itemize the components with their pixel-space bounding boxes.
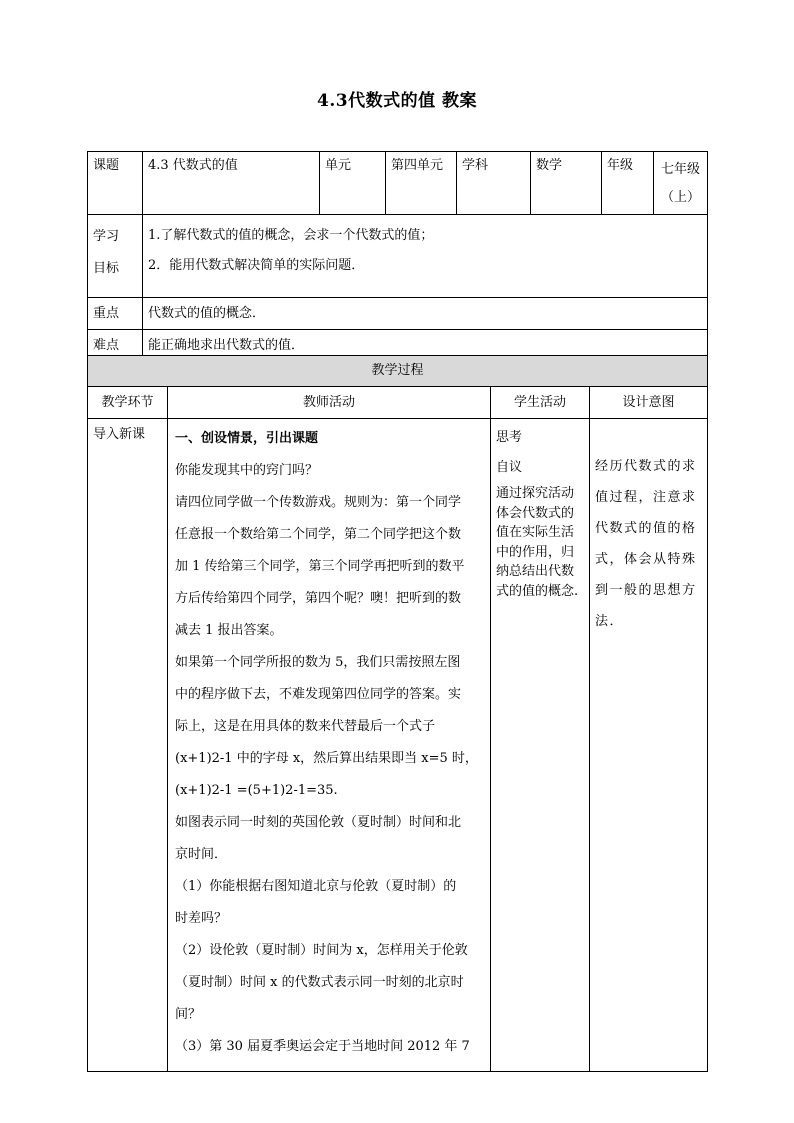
- design-line: 到一般的思想方: [595, 583, 697, 598]
- stage-cell: 导入新课: [88, 419, 168, 1072]
- header-teacher: 教师活动: [168, 387, 491, 419]
- subject-label: 学科: [457, 152, 531, 215]
- student-line: 中的作用，归: [496, 544, 575, 560]
- grade-value-line2: （上）: [660, 190, 700, 205]
- teacher-line: （3）第 30 届夏季奥运会定于当地时间 2012 年 7: [175, 1039, 470, 1054]
- student-short-item: 自议: [496, 460, 523, 475]
- teacher-line: 任意报一个数给第二个同学，第二个同学把这个数: [175, 527, 462, 542]
- subject-value: 数学: [531, 152, 602, 215]
- process-body-row: [88, 419, 708, 1072]
- key-label: 重点: [88, 298, 143, 330]
- topic-label: 课题: [88, 152, 143, 215]
- teacher-line: 请四位同学做一个传数游戏。规则为：第一个同学: [175, 495, 462, 510]
- grade-value-line1: 七年级: [660, 162, 700, 177]
- student-short-item: 思考: [496, 430, 523, 445]
- teacher-line: 时差吗？: [175, 911, 228, 926]
- process-header-row: [88, 387, 708, 419]
- grade-label: 年级: [602, 152, 654, 215]
- teacher-line: 京时间．: [175, 847, 228, 862]
- grade-value: [654, 152, 708, 215]
- header-design: 设计意图: [590, 387, 708, 419]
- design-line: 代数式的值的格: [595, 521, 697, 536]
- info-row-topic: [88, 152, 708, 215]
- goal-item: 1.了解代数式的值的概念，会求一个代数式的值；: [148, 228, 434, 243]
- teacher-line: 减去 1 报出答案。: [175, 623, 283, 638]
- document-title: 4.3代数式的值 教案: [317, 91, 477, 111]
- teacher-line: （1）你能根据右图知道北京与伦敦（夏时制）的: [175, 879, 457, 894]
- student-line: 式的值的概念.: [496, 583, 579, 599]
- teacher-line: 如图表示同一时刻的英国伦敦（夏时制）时间和北: [175, 815, 462, 830]
- lesson-info-table: [87, 151, 708, 362]
- student-line: 值在实际生活: [496, 525, 575, 540]
- process-section-title: 教学过程: [88, 356, 708, 387]
- teacher-heading: 一、创设情景，引出课题: [175, 431, 319, 446]
- unit-label: 单元: [320, 152, 386, 215]
- teacher-line: 方后传给第四个同学，第四个呢？噢！把听到的数: [175, 591, 462, 606]
- key-value: 代数式的值的概念．: [143, 298, 708, 330]
- design-line: 式，体会从特殊: [595, 552, 697, 567]
- process-section-row: [88, 356, 708, 387]
- topic-value: 4.3 代数式的值: [143, 152, 320, 215]
- goals-label: [88, 215, 143, 298]
- student-line: 通过探究活动: [496, 486, 575, 501]
- student-activity-cell: [491, 419, 590, 1072]
- student-line: 体会代数式的: [496, 505, 575, 521]
- student-line: 纳总结出代数: [496, 564, 575, 579]
- teacher-line: 如果第一个同学所报的数为 5，我们只需按照左图: [175, 655, 461, 670]
- teacher-line: 加 1 传给第三个同学，第三个同学再把听到的数平: [175, 559, 465, 574]
- design-intent-cell: [590, 419, 708, 1072]
- difficulty-label: 难点: [88, 330, 143, 362]
- goals-content: [143, 215, 708, 298]
- info-row-key: [88, 298, 708, 330]
- teaching-process-table: [87, 355, 708, 1072]
- goals-label-line1: 学习: [93, 229, 120, 244]
- teacher-line: (x+1)2-1 中的字母 x，然后算出结果即当 x=5 时，: [175, 751, 478, 766]
- design-line: 法．: [595, 614, 625, 629]
- teacher-line: 间？: [175, 1007, 202, 1022]
- unit-value: 第四单元: [386, 152, 457, 215]
- design-line: 经历代数式的求: [595, 459, 697, 474]
- header-stage: 教学环节: [88, 387, 168, 419]
- difficulty-value: 能正确地求出代数式的值．: [143, 330, 708, 362]
- teacher-line: (x+1)2-1 =(5+1)2-1=35.: [175, 783, 338, 798]
- teacher-line: 际上，这是在用具体的数来代替最后一个式子: [175, 719, 436, 734]
- header-student: 学生活动: [491, 387, 590, 419]
- goal-item: 2．能用代数式解决简单的实际问题．: [148, 258, 365, 273]
- info-row-goals: [88, 215, 708, 298]
- teacher-line: 中的程序做下去，不难发现第四位同学的答案。实: [175, 687, 462, 702]
- goals-label-line2: 目标: [93, 261, 120, 276]
- teacher-line: 你能发现其中的窍门吗？: [175, 463, 319, 478]
- teacher-line: （夏时制）时间 x 的代数式表示同一时刻的北京时: [175, 975, 464, 990]
- design-line: 值过程，注意求: [595, 490, 697, 505]
- teacher-line: （2）设伦敦（夏时制）时间为 x，怎样用关于伦敦: [175, 943, 468, 958]
- teacher-activity-cell: [168, 419, 491, 1072]
